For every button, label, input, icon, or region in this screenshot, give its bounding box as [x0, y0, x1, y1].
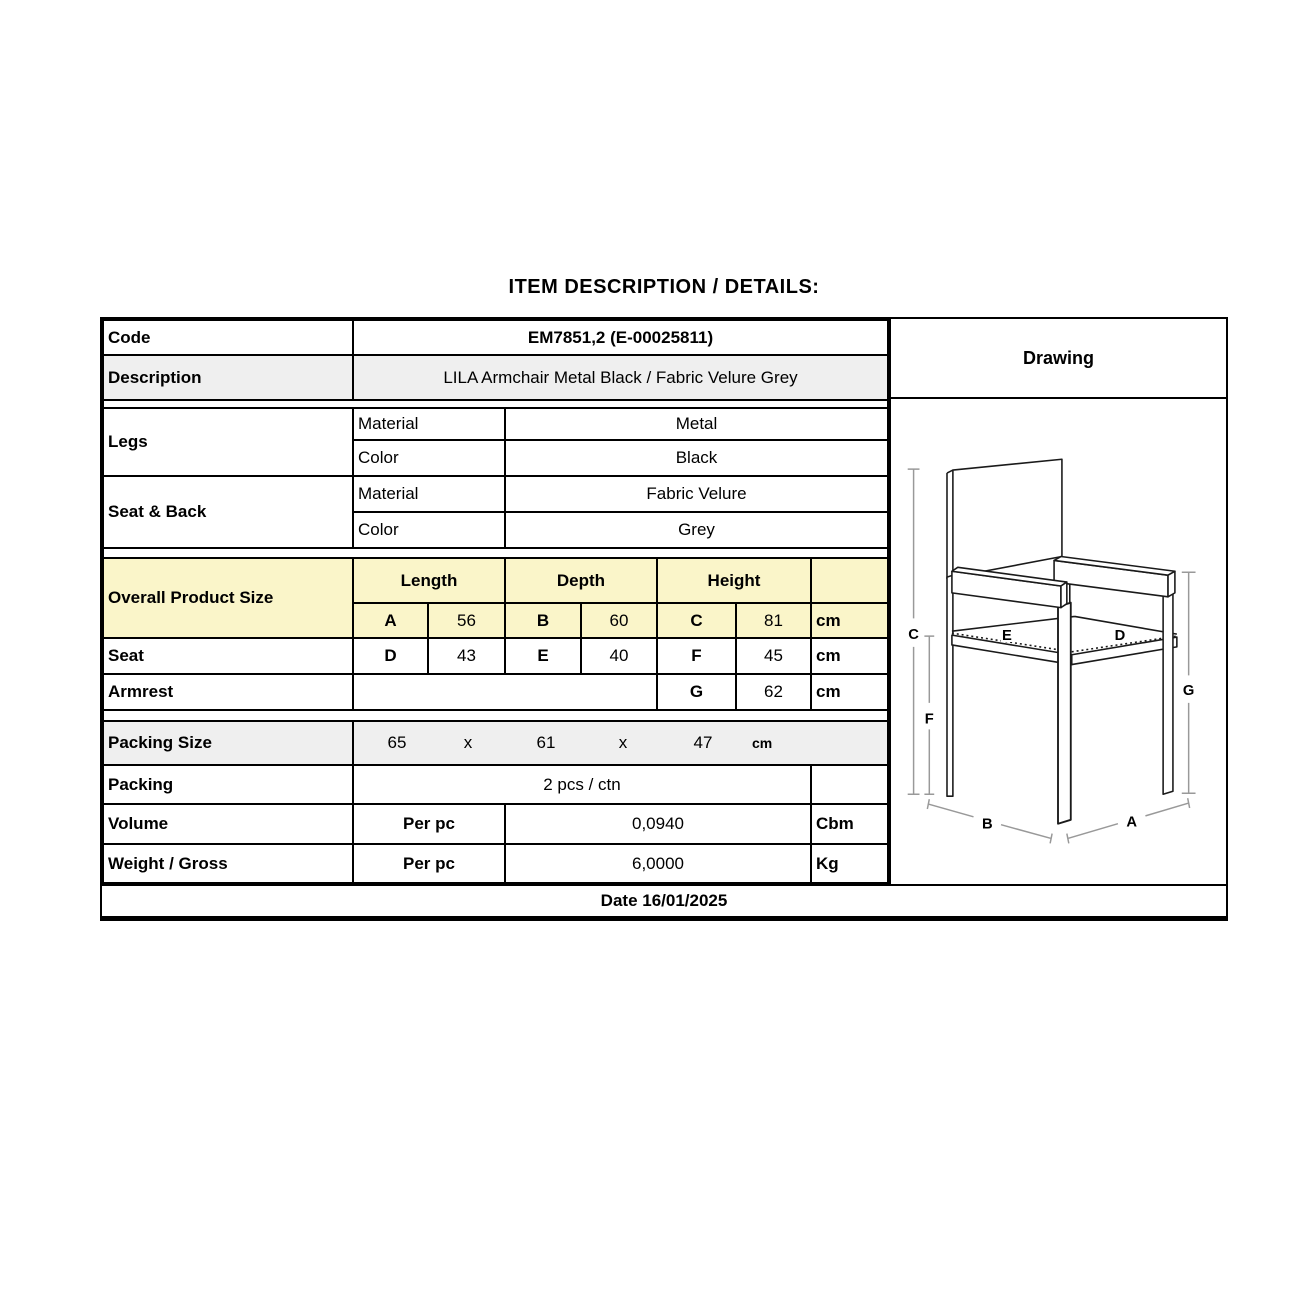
dim-label-a: A: [1126, 814, 1138, 831]
dim-label-g: G: [1182, 683, 1195, 700]
packing-size-v2: 61: [536, 733, 556, 752]
legs-material-value: Metal: [505, 408, 888, 440]
chair-drawing: [891, 399, 1226, 884]
size-header-empty: [811, 558, 888, 603]
dim-d-value: 43: [428, 638, 505, 674]
seat-unit: cm: [811, 638, 888, 674]
dim-d-label: D: [353, 638, 428, 674]
legs-label: Legs: [103, 408, 353, 476]
packing-size-v1: 65: [387, 733, 407, 752]
dim-f-label: F: [657, 638, 736, 674]
packing-size-row: [103, 721, 888, 765]
dim-e-value: 40: [581, 638, 657, 674]
spacer-row: [103, 400, 888, 408]
weight-row: [103, 844, 888, 883]
volume-value: 0,0940: [505, 804, 811, 844]
dim-g-value: 62: [736, 674, 811, 710]
seatback-material-value: Fabric Velure: [505, 476, 888, 512]
date-row: Date 16/01/2025: [102, 884, 1226, 916]
dim-label-f: F: [924, 711, 934, 728]
dim-c-label: C: [657, 603, 736, 638]
front-left-leg: [1058, 603, 1071, 824]
packing-size-value: [353, 721, 888, 765]
backrest-panel: [953, 459, 1062, 577]
overall-unit: cm: [811, 603, 888, 638]
dim-a-label: A: [353, 603, 428, 638]
dim-c-value: 81: [736, 603, 811, 638]
armrest-size-row: [103, 674, 888, 710]
rear-left-leg: [947, 575, 953, 796]
size-col-height: Height: [657, 558, 811, 603]
legs-color-value: Black: [505, 440, 888, 476]
dim-b-value: 60: [581, 603, 657, 638]
details-table: [102, 319, 889, 884]
packing-size-x1: x: [463, 733, 473, 752]
dim-label-b: B: [981, 816, 993, 833]
dim-g-label: G: [657, 674, 736, 710]
legs-material-label: Material: [353, 408, 505, 440]
packing-size-x2: x: [618, 733, 628, 752]
right-armrest-end: [1168, 571, 1175, 597]
packing-size-v3: 47: [693, 733, 713, 752]
volume-qualifier: Per pc: [353, 804, 505, 844]
description-label: Description: [103, 355, 353, 400]
dim-label-c: C: [908, 627, 919, 644]
packing-size-unit: cm: [752, 735, 773, 751]
seatback-material-row: [103, 476, 888, 512]
spec-table: [100, 317, 1228, 921]
weight-unit: Kg: [811, 844, 888, 883]
dim-b-label: B: [505, 603, 581, 638]
dim-a-value: 56: [428, 603, 505, 638]
size-header-row: [103, 558, 888, 603]
seat-label: Seat: [103, 638, 353, 674]
size-col-depth: Depth: [505, 558, 657, 603]
packing-size-label: Packing Size: [103, 721, 353, 765]
dim-label-d: D: [1114, 628, 1126, 645]
weight-label: Weight / Gross: [103, 844, 353, 883]
seatback-material-label: Material: [353, 476, 505, 512]
description-row: [103, 355, 888, 400]
description-value: LILA Armchair Metal Black / Fabric Velure Grey: [353, 355, 888, 400]
dim-label-e: E: [1002, 628, 1012, 645]
seatback-color-value: Grey: [505, 512, 888, 548]
size-col-length: Length: [353, 558, 505, 603]
volume-row: [103, 804, 888, 844]
drawing-header: Drawing: [891, 319, 1226, 399]
code-label: Code: [103, 320, 353, 355]
armrest-label: Armrest: [103, 674, 353, 710]
legs-material-row: [103, 408, 888, 440]
packing-value: 2 pcs / ctn: [353, 765, 811, 804]
weight-qualifier: Per pc: [353, 844, 505, 883]
seatback-color-label: Color: [353, 512, 505, 548]
seat-size-row: [103, 638, 888, 674]
front-right-leg: [1163, 592, 1173, 794]
weight-value: 6,0000: [505, 844, 811, 883]
legs-color-label: Color: [353, 440, 505, 476]
armchair-sketch: [947, 459, 1177, 823]
drawing-area: [891, 399, 1226, 884]
spacer-row: [103, 710, 888, 721]
armrest-empty: [353, 674, 657, 710]
packing-unit-empty: [811, 765, 888, 804]
dim-f-value: 45: [736, 638, 811, 674]
armrest-unit: cm: [811, 674, 888, 710]
volume-unit: Cbm: [811, 804, 888, 844]
packing-row: [103, 765, 888, 804]
code-value: EM7851,2 (E-00025811): [353, 320, 888, 355]
seatback-label: Seat & Back: [103, 476, 353, 548]
size-label: Overall Product Size: [103, 558, 353, 638]
spacer-row: [103, 548, 888, 558]
drawing-column: [889, 319, 1226, 884]
dim-e-label: E: [505, 638, 581, 674]
left-armrest-end: [1061, 582, 1067, 608]
page-title: ITEM DESCRIPTION / DETAILS:: [508, 276, 820, 298]
code-row: [103, 320, 888, 355]
volume-label: Volume: [103, 804, 353, 844]
packing-label: Packing: [103, 765, 353, 804]
